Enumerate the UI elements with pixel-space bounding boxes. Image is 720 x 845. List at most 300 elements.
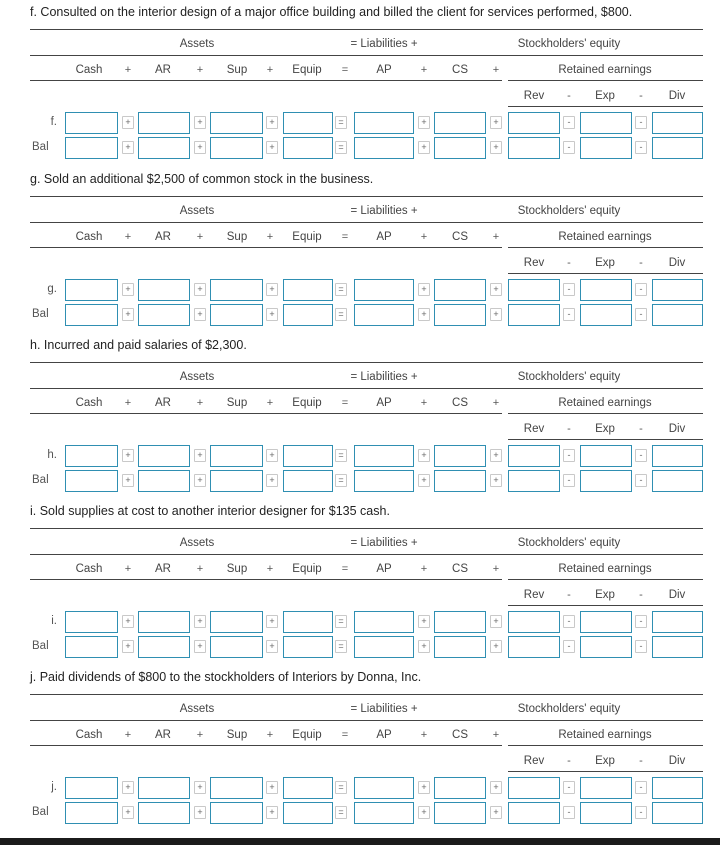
operator-plus: + — [266, 397, 274, 409]
transaction-section — [0, 499, 720, 665]
operator-plus-box: + — [266, 116, 278, 129]
balance-label: Bal — [32, 640, 49, 652]
stockholders-equity-header: Stockholders' equity — [517, 371, 621, 383]
ap-input[interactable] — [354, 445, 414, 467]
rev-input[interactable] — [508, 304, 560, 326]
liabilities-header: = Liabilities + — [350, 371, 418, 383]
retained-earnings-header: Retained earnings — [558, 729, 652, 741]
retained-earnings-header: Retained earnings — [558, 397, 652, 409]
cs-input[interactable] — [434, 112, 486, 134]
assets-header: Assets — [179, 38, 215, 50]
ar-input[interactable] — [138, 636, 190, 658]
column-header-cash: Cash — [75, 729, 103, 741]
operator-plus-box: + — [122, 283, 134, 296]
operator-plus: + — [420, 729, 428, 741]
operator-plus-box: + — [266, 615, 278, 628]
operator-minus-box: - — [563, 640, 575, 653]
operator-plus-box: + — [418, 474, 430, 487]
rule-line — [508, 273, 703, 274]
equip-input[interactable] — [283, 636, 333, 658]
operator-plus-box: + — [122, 308, 134, 321]
column-header-div: Div — [668, 257, 686, 269]
column-header-cs: CS — [452, 397, 468, 409]
operator-minus: - — [639, 257, 643, 269]
operator-plus-box: + — [490, 308, 502, 321]
exp-input[interactable] — [580, 304, 632, 326]
operator-plus-box: + — [490, 806, 502, 819]
operator-plus: + — [124, 231, 132, 243]
column-header-sup: Sup — [226, 563, 248, 575]
ap-input[interactable] — [354, 636, 414, 658]
cs-input[interactable] — [434, 611, 486, 633]
rule-line — [30, 196, 703, 197]
operator-plus-box: + — [122, 615, 134, 628]
column-header-rev: Rev — [523, 755, 545, 767]
rule-line — [30, 247, 502, 248]
operator-equals-box: = — [335, 308, 347, 321]
transaction-label: f. — [50, 116, 57, 128]
rule-line — [30, 388, 703, 389]
ar-input[interactable] — [138, 445, 190, 467]
operator-minus-box: - — [635, 116, 647, 129]
rev-input[interactable] — [508, 279, 560, 301]
div-input[interactable] — [652, 636, 703, 658]
operator-plus-box: + — [418, 283, 430, 296]
sup-input[interactable] — [210, 636, 263, 658]
column-header-sup: Sup — [226, 397, 248, 409]
ar-input[interactable] — [138, 802, 190, 824]
equip-input[interactable] — [283, 445, 333, 467]
operator-plus-box: + — [418, 308, 430, 321]
operator-plus: + — [196, 231, 204, 243]
operator-plus: + — [124, 64, 132, 76]
cs-input[interactable] — [434, 137, 486, 159]
exp-input[interactable] — [580, 777, 632, 799]
column-header-rev: Rev — [523, 589, 545, 601]
operator-plus-box: + — [194, 640, 206, 653]
operator-plus-box: + — [122, 141, 134, 154]
rule-line — [30, 362, 703, 363]
cs-input[interactable] — [434, 279, 486, 301]
operator-equals: = — [341, 64, 349, 76]
operator-equals-box: = — [335, 474, 347, 487]
transaction-section — [0, 0, 720, 166]
ar-input[interactable] — [138, 777, 190, 799]
operator-plus-box: + — [194, 615, 206, 628]
transaction-label: i. — [51, 615, 57, 627]
operator-plus-box: + — [194, 116, 206, 129]
stockholders-equity-header: Stockholders' equity — [517, 38, 621, 50]
cs-input[interactable] — [434, 304, 486, 326]
operator-equals-box: = — [335, 449, 347, 462]
column-header-rev: Rev — [523, 257, 545, 269]
operator-plus-box: + — [266, 806, 278, 819]
transaction-description: h. Incurred and paid salaries of $2,300. — [30, 338, 247, 352]
operator-plus: + — [492, 397, 500, 409]
rule-line — [30, 413, 502, 414]
operator-minus: - — [567, 423, 571, 435]
operator-plus-box: + — [266, 283, 278, 296]
rule-line — [30, 80, 502, 81]
column-header-cash: Cash — [75, 397, 103, 409]
column-header-div: Div — [668, 423, 686, 435]
operator-minus-box: - — [635, 640, 647, 653]
ar-input[interactable] — [138, 611, 190, 633]
operator-plus-box: + — [490, 141, 502, 154]
operator-plus-box: + — [266, 308, 278, 321]
rev-input[interactable] — [508, 470, 560, 492]
liabilities-header: = Liabilities + — [350, 38, 418, 50]
column-header-exp: Exp — [595, 90, 615, 102]
operator-minus-box: - — [563, 474, 575, 487]
rule-line — [508, 579, 703, 580]
retained-earnings-header: Retained earnings — [558, 563, 652, 575]
column-header-ar: AR — [155, 397, 171, 409]
rule-line — [30, 579, 502, 580]
operator-minus-box: - — [635, 806, 647, 819]
transaction-section — [0, 167, 720, 333]
cash-input[interactable] — [65, 611, 118, 633]
column-header-ap: AP — [376, 729, 392, 741]
operator-plus: + — [196, 563, 204, 575]
ap-input[interactable] — [354, 802, 414, 824]
operator-equals-box: = — [335, 640, 347, 653]
operator-plus-box: + — [490, 449, 502, 462]
exp-input[interactable] — [580, 636, 632, 658]
column-header-sup: Sup — [226, 729, 248, 741]
operator-minus: - — [639, 90, 643, 102]
rule-line — [30, 528, 703, 529]
column-header-rev: Rev — [523, 423, 545, 435]
column-header-ap: AP — [376, 231, 392, 243]
exp-input[interactable] — [580, 470, 632, 492]
equip-input[interactable] — [283, 777, 333, 799]
div-input[interactable] — [652, 777, 703, 799]
operator-plus: + — [266, 563, 274, 575]
sup-input[interactable] — [210, 304, 263, 326]
cs-input[interactable] — [434, 802, 486, 824]
operator-plus-box: + — [122, 640, 134, 653]
cash-input[interactable] — [65, 777, 118, 799]
rule-line — [508, 745, 703, 746]
operator-plus-box: + — [194, 474, 206, 487]
bottom-bar — [0, 838, 720, 845]
assets-header: Assets — [179, 537, 215, 549]
ar-input[interactable] — [138, 304, 190, 326]
operator-plus: + — [196, 64, 204, 76]
ap-input[interactable] — [354, 304, 414, 326]
div-input[interactable] — [652, 112, 703, 134]
column-header-exp: Exp — [595, 257, 615, 269]
equip-input[interactable] — [283, 802, 333, 824]
operator-minus: - — [567, 589, 571, 601]
operator-plus-box: + — [418, 640, 430, 653]
operator-equals-box: = — [335, 615, 347, 628]
sup-input[interactable] — [210, 137, 263, 159]
liabilities-header: = Liabilities + — [350, 537, 418, 549]
stockholders-equity-header: Stockholders' equity — [517, 537, 621, 549]
div-input[interactable] — [652, 802, 703, 824]
balance-label: Bal — [32, 806, 49, 818]
cash-input[interactable] — [65, 636, 118, 658]
operator-equals-box: = — [335, 806, 347, 819]
rule-line — [508, 771, 703, 772]
column-header-sup: Sup — [226, 231, 248, 243]
balance-label: Bal — [32, 308, 49, 320]
column-header-cs: CS — [452, 231, 468, 243]
cs-input[interactable] — [434, 470, 486, 492]
rev-input[interactable] — [508, 611, 560, 633]
operator-minus: - — [639, 423, 643, 435]
operator-minus-box: - — [563, 615, 575, 628]
cash-input[interactable] — [65, 802, 118, 824]
rule-line — [508, 80, 703, 81]
rule-line — [508, 106, 703, 107]
operator-minus-box: - — [563, 283, 575, 296]
operator-plus-box: + — [490, 116, 502, 129]
ar-input[interactable] — [138, 137, 190, 159]
exp-input[interactable] — [580, 611, 632, 633]
operator-plus: + — [124, 563, 132, 575]
sup-input[interactable] — [210, 279, 263, 301]
assets-header: Assets — [179, 703, 215, 715]
operator-equals: = — [341, 231, 349, 243]
sup-input[interactable] — [210, 470, 263, 492]
operator-equals-box: = — [335, 116, 347, 129]
liabilities-header: = Liabilities + — [350, 205, 418, 217]
rule-line — [30, 745, 502, 746]
assets-header: Assets — [179, 371, 215, 383]
operator-plus-box: + — [194, 781, 206, 794]
rule-line — [30, 55, 703, 56]
operator-minus: - — [639, 589, 643, 601]
column-header-exp: Exp — [595, 423, 615, 435]
operator-equals: = — [341, 397, 349, 409]
balance-label: Bal — [32, 474, 49, 486]
column-header-div: Div — [668, 589, 686, 601]
column-header-ap: AP — [376, 563, 392, 575]
operator-minus-box: - — [563, 781, 575, 794]
sup-input[interactable] — [210, 802, 263, 824]
equip-input[interactable] — [283, 137, 333, 159]
ap-input[interactable] — [354, 470, 414, 492]
operator-plus-box: + — [122, 806, 134, 819]
rule-line — [30, 694, 703, 695]
sup-input[interactable] — [210, 445, 263, 467]
rev-input[interactable] — [508, 137, 560, 159]
operator-minus-box: - — [635, 781, 647, 794]
operator-plus-box: + — [418, 116, 430, 129]
div-input[interactable] — [652, 137, 703, 159]
operator-plus: + — [266, 729, 274, 741]
transaction-section — [0, 665, 720, 831]
transaction-description: i. Sold supplies at cost to another interior designer for $135 cash. — [30, 504, 390, 518]
operator-plus-box: + — [194, 141, 206, 154]
stockholders-equity-header: Stockholders' equity — [517, 205, 621, 217]
equip-input[interactable] — [283, 611, 333, 633]
operator-minus-box: - — [635, 449, 647, 462]
equip-input[interactable] — [283, 304, 333, 326]
operator-plus: + — [420, 563, 428, 575]
cash-input[interactable] — [65, 279, 118, 301]
transaction-description: g. Sold an additional $2,500 of common stock in the business. — [30, 172, 374, 186]
column-header-exp: Exp — [595, 755, 615, 767]
cs-input[interactable] — [434, 636, 486, 658]
column-header-cs: CS — [452, 64, 468, 76]
exp-input[interactable] — [580, 279, 632, 301]
rev-input[interactable] — [508, 802, 560, 824]
ap-input[interactable] — [354, 137, 414, 159]
rev-input[interactable] — [508, 777, 560, 799]
cash-input[interactable] — [65, 470, 118, 492]
sup-input[interactable] — [210, 112, 263, 134]
operator-plus-box: + — [122, 474, 134, 487]
operator-minus-box: - — [563, 141, 575, 154]
rule-line — [30, 222, 703, 223]
operator-minus: - — [567, 257, 571, 269]
operator-equals-box: = — [335, 781, 347, 794]
operator-equals-box: = — [335, 141, 347, 154]
column-header-exp: Exp — [595, 589, 615, 601]
operator-plus-box: + — [418, 806, 430, 819]
cs-input[interactable] — [434, 777, 486, 799]
transaction-label: g. — [47, 283, 57, 295]
exp-input[interactable] — [580, 137, 632, 159]
operator-equals: = — [341, 563, 349, 575]
sup-input[interactable] — [210, 611, 263, 633]
ap-input[interactable] — [354, 279, 414, 301]
operator-plus: + — [492, 64, 500, 76]
sup-input[interactable] — [210, 777, 263, 799]
rev-input[interactable] — [508, 112, 560, 134]
div-input[interactable] — [652, 611, 703, 633]
operator-minus-box: - — [563, 449, 575, 462]
operator-plus-box: + — [418, 781, 430, 794]
operator-plus-box: + — [194, 806, 206, 819]
operator-minus-box: - — [635, 283, 647, 296]
cash-input[interactable] — [65, 112, 118, 134]
column-header-cs: CS — [452, 563, 468, 575]
operator-plus: + — [124, 397, 132, 409]
column-header-rev: Rev — [523, 90, 545, 102]
exp-input[interactable] — [580, 802, 632, 824]
operator-minus: - — [639, 755, 643, 767]
operator-minus-box: - — [563, 806, 575, 819]
ar-input[interactable] — [138, 279, 190, 301]
column-header-cs: CS — [452, 729, 468, 741]
column-header-div: Div — [668, 755, 686, 767]
ap-input[interactable] — [354, 777, 414, 799]
column-header-div: Div — [668, 90, 686, 102]
transaction-description: j. Paid dividends of $800 to the stockholders of Interiors by Donna, Inc. — [30, 670, 422, 684]
liabilities-header: = Liabilities + — [350, 703, 418, 715]
operator-minus-box: - — [635, 141, 647, 154]
div-input[interactable] — [652, 470, 703, 492]
column-header-equip: Equip — [292, 231, 322, 243]
transaction-section — [0, 333, 720, 499]
operator-plus-box: + — [122, 116, 134, 129]
ar-input[interactable] — [138, 470, 190, 492]
column-header-equip: Equip — [292, 563, 322, 575]
column-header-equip: Equip — [292, 397, 322, 409]
ar-input[interactable] — [138, 112, 190, 134]
rule-line — [30, 554, 703, 555]
operator-plus-box: + — [266, 449, 278, 462]
rule-line — [508, 605, 703, 606]
column-header-cash: Cash — [75, 64, 103, 76]
operator-plus-box: + — [490, 474, 502, 487]
column-header-ap: AP — [376, 64, 392, 76]
operator-plus-box: + — [418, 141, 430, 154]
column-header-equip: Equip — [292, 64, 322, 76]
rule-line — [508, 439, 703, 440]
cs-input[interactable] — [434, 445, 486, 467]
column-header-ap: AP — [376, 397, 392, 409]
rule-line — [30, 29, 703, 30]
operator-minus: - — [567, 755, 571, 767]
equip-input[interactable] — [283, 470, 333, 492]
ap-input[interactable] — [354, 112, 414, 134]
operator-minus: - — [567, 90, 571, 102]
column-header-cash: Cash — [75, 563, 103, 575]
rev-input[interactable] — [508, 636, 560, 658]
operator-minus-box: - — [563, 116, 575, 129]
operator-plus-box: + — [490, 640, 502, 653]
cash-input[interactable] — [65, 304, 118, 326]
operator-plus-box: + — [194, 308, 206, 321]
operator-plus: + — [420, 397, 428, 409]
rule-line — [508, 247, 703, 248]
operator-plus: + — [420, 231, 428, 243]
operator-plus: + — [420, 64, 428, 76]
cash-input[interactable] — [65, 137, 118, 159]
operator-plus: + — [492, 231, 500, 243]
rev-input[interactable] — [508, 445, 560, 467]
operator-plus-box: + — [266, 474, 278, 487]
cash-input[interactable] — [65, 445, 118, 467]
div-input[interactable] — [652, 445, 703, 467]
operator-plus-box: + — [490, 781, 502, 794]
retained-earnings-header: Retained earnings — [558, 231, 652, 243]
operator-plus-box: + — [418, 615, 430, 628]
operator-plus-box: + — [194, 283, 206, 296]
operator-minus-box: - — [635, 308, 647, 321]
column-header-equip: Equip — [292, 729, 322, 741]
exp-input[interactable] — [580, 112, 632, 134]
operator-minus-box: - — [635, 474, 647, 487]
equip-input[interactable] — [283, 112, 333, 134]
equip-input[interactable] — [283, 279, 333, 301]
operator-plus: + — [196, 729, 204, 741]
assets-header: Assets — [179, 205, 215, 217]
ap-input[interactable] — [354, 611, 414, 633]
operator-plus: + — [196, 397, 204, 409]
column-header-ar: AR — [155, 563, 171, 575]
exp-input[interactable] — [580, 445, 632, 467]
transaction-label: j. — [51, 781, 57, 793]
retained-earnings-header: Retained earnings — [558, 64, 652, 76]
operator-plus-box: + — [122, 781, 134, 794]
operator-minus-box: - — [635, 615, 647, 628]
operator-minus-box: - — [563, 308, 575, 321]
column-header-cash: Cash — [75, 231, 103, 243]
operator-plus: + — [124, 729, 132, 741]
operator-plus-box: + — [266, 141, 278, 154]
operator-plus-box: + — [266, 781, 278, 794]
div-input[interactable] — [652, 279, 703, 301]
column-header-ar: AR — [155, 231, 171, 243]
div-input[interactable] — [652, 304, 703, 326]
